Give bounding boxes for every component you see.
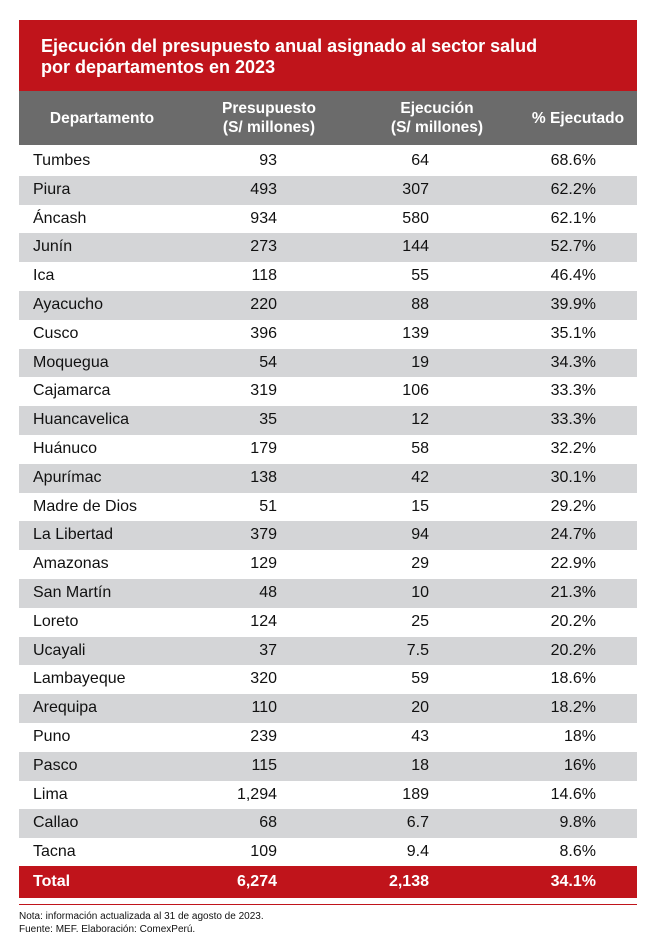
cell-ejecucion: 42 bbox=[411, 468, 429, 486]
cell-porcentaje: 22.9% bbox=[550, 555, 596, 573]
table-row bbox=[19, 694, 637, 723]
cell-departamento: Ayacucho bbox=[33, 295, 103, 313]
cell-departamento: Ucayali bbox=[33, 641, 86, 659]
header-porcentaje: % Ejecutado bbox=[531, 109, 625, 127]
cell-departamento: Áncash bbox=[33, 209, 87, 227]
table-row bbox=[19, 781, 637, 810]
cell-presupuesto: 129 bbox=[250, 555, 277, 573]
cell-departamento: Huánuco bbox=[33, 439, 98, 457]
table-row bbox=[19, 493, 637, 522]
cell-porcentaje: 35.1% bbox=[550, 324, 596, 342]
cell-ejecucion: 88 bbox=[411, 295, 429, 313]
cell-porcentaje: 21.3% bbox=[550, 583, 596, 601]
cell-presupuesto: 124 bbox=[250, 612, 277, 630]
cell-porcentaje: 32.2% bbox=[550, 439, 596, 457]
cell-porcentaje: 20.2% bbox=[550, 612, 596, 630]
cell-porcentaje: 24.7% bbox=[550, 526, 596, 544]
cell-ejecucion: 106 bbox=[402, 382, 429, 400]
table-row bbox=[19, 205, 637, 234]
cell-porcentaje: 18% bbox=[563, 727, 596, 745]
cell-porcentaje: 34.3% bbox=[550, 353, 596, 371]
cell-departamento: Apurímac bbox=[33, 468, 102, 486]
cell-ejecucion: 307 bbox=[402, 180, 429, 198]
cell-porcentaje: 18.6% bbox=[550, 670, 596, 688]
cell-departamento: Junín bbox=[33, 238, 73, 256]
cell-porcentaje: 46.4% bbox=[550, 267, 596, 285]
cell-ejecucion: 18 bbox=[411, 756, 429, 774]
title-line: Ejecución del presupuesto anual asignado al sector salud bbox=[41, 36, 538, 56]
table-row bbox=[19, 406, 637, 435]
table-row bbox=[19, 435, 637, 464]
cell-ejecucion: 139 bbox=[402, 324, 429, 342]
cell-porcentaje: 30.1% bbox=[550, 468, 596, 486]
cell-presupuesto: 273 bbox=[250, 238, 277, 256]
cell-departamento: Lima bbox=[33, 785, 68, 803]
cell-presupuesto: 51 bbox=[259, 497, 277, 515]
cell-presupuesto: 179 bbox=[250, 439, 277, 457]
total-presupuesto: 6,274 bbox=[236, 873, 277, 890]
cell-presupuesto: 138 bbox=[250, 468, 277, 486]
table-row bbox=[19, 320, 637, 349]
cell-departamento: Amazonas bbox=[33, 555, 109, 573]
cell-porcentaje: 52.7% bbox=[550, 238, 596, 256]
header-presupuesto-line1: Presupuesto bbox=[222, 100, 316, 117]
cell-ejecucion: 29 bbox=[411, 555, 429, 573]
table-row bbox=[19, 723, 637, 752]
cell-presupuesto: 1,294 bbox=[236, 785, 277, 803]
cell-porcentaje: 62.2% bbox=[550, 180, 596, 198]
table-row bbox=[19, 349, 637, 378]
table-row bbox=[19, 521, 637, 550]
cell-presupuesto: 115 bbox=[251, 756, 277, 774]
table-row bbox=[19, 550, 637, 579]
cell-porcentaje: 18.2% bbox=[550, 699, 596, 717]
cell-ejecucion: 15 bbox=[411, 497, 429, 515]
cell-departamento: Cusco bbox=[33, 324, 79, 342]
cell-porcentaje: 39.9% bbox=[550, 295, 596, 313]
cell-departamento: Ica bbox=[33, 267, 55, 285]
cell-porcentaje: 33.3% bbox=[550, 382, 596, 400]
cell-ejecucion: 20 bbox=[411, 699, 429, 717]
table-row bbox=[19, 608, 637, 637]
source: Fuente: MEF. Elaboración: ComexPerú. bbox=[19, 923, 196, 935]
table-row bbox=[19, 377, 637, 406]
cell-presupuesto: 493 bbox=[250, 180, 277, 198]
cell-ejecucion: 6.7 bbox=[406, 814, 429, 832]
total-label: Total bbox=[33, 873, 71, 890]
cell-ejecucion: 7.5 bbox=[406, 641, 429, 659]
cell-presupuesto: 220 bbox=[250, 295, 277, 313]
cell-departamento: Tacna bbox=[33, 843, 76, 861]
cell-porcentaje: 20.2% bbox=[550, 641, 596, 659]
note: Nota: información actualizada al 31 de agosto de 2023. bbox=[19, 911, 264, 922]
cell-departamento: Cajamarca bbox=[33, 382, 111, 400]
header-presupuesto-line2: (S/ millones) bbox=[222, 119, 316, 136]
table-row bbox=[19, 233, 637, 262]
cell-ejecucion: 580 bbox=[402, 209, 429, 227]
total-porcentaje: 34.1% bbox=[550, 873, 596, 890]
table-title bbox=[19, 20, 637, 91]
cell-departamento: Tumbes bbox=[33, 152, 91, 169]
cell-presupuesto: 35 bbox=[259, 411, 277, 429]
cell-presupuesto: 934 bbox=[250, 209, 277, 227]
cell-presupuesto: 54 bbox=[259, 353, 277, 371]
table-row bbox=[19, 637, 637, 666]
cell-ejecucion: 58 bbox=[411, 439, 429, 457]
header-ejecucion-line2: (S/ millones) bbox=[390, 119, 484, 136]
table-header bbox=[19, 91, 637, 145]
cell-departamento: La Libertad bbox=[33, 526, 114, 544]
cell-departamento: Madre de Dios bbox=[33, 497, 138, 515]
cell-presupuesto: 118 bbox=[251, 267, 277, 285]
table-row bbox=[19, 147, 637, 176]
cell-departamento: Moquegua bbox=[33, 353, 109, 371]
cell-departamento: Huancavelica bbox=[33, 411, 130, 429]
cell-ejecucion: 64 bbox=[411, 152, 429, 169]
cell-departamento: San Martín bbox=[33, 583, 112, 601]
cell-ejecucion: 189 bbox=[402, 785, 429, 803]
cell-ejecucion: 9.4 bbox=[406, 843, 429, 861]
cell-ejecucion: 59 bbox=[411, 670, 429, 688]
footnotes bbox=[19, 911, 264, 936]
table-row bbox=[19, 752, 637, 781]
table-row bbox=[19, 291, 637, 320]
cell-departamento: Pasco bbox=[33, 756, 78, 774]
table-body bbox=[19, 147, 637, 867]
table-row bbox=[19, 579, 637, 608]
cell-departamento: Loreto bbox=[33, 612, 79, 630]
cell-porcentaje: 62.1% bbox=[550, 209, 596, 227]
cell-porcentaje: 33.3% bbox=[550, 411, 596, 429]
cell-porcentaje: 14.6% bbox=[550, 785, 596, 803]
cell-departamento: Lambayeque bbox=[33, 670, 126, 688]
cell-departamento: Callao bbox=[33, 814, 79, 832]
total-ejecucion: 2,138 bbox=[388, 873, 429, 890]
cell-ejecucion: 94 bbox=[411, 526, 429, 544]
cell-presupuesto: 48 bbox=[259, 583, 277, 601]
cell-porcentaje: 9.8% bbox=[559, 814, 596, 832]
cell-presupuesto: 93 bbox=[259, 152, 277, 169]
cell-presupuesto: 68 bbox=[259, 814, 277, 832]
table-row bbox=[19, 809, 637, 838]
table-row bbox=[19, 838, 637, 867]
title-line: por departamentos en 2023 bbox=[41, 57, 276, 77]
cell-ejecucion: 12 bbox=[411, 411, 429, 429]
cell-presupuesto: 319 bbox=[250, 382, 277, 400]
cell-ejecucion: 43 bbox=[411, 727, 429, 745]
table-row bbox=[19, 464, 637, 493]
header-departamento: Departamento bbox=[49, 109, 155, 127]
cell-porcentaje: 8.6% bbox=[559, 843, 596, 861]
cell-departamento: Piura bbox=[33, 180, 71, 198]
cell-departamento: Arequipa bbox=[33, 699, 98, 717]
cell-porcentaje: 68.6% bbox=[550, 152, 596, 169]
cell-presupuesto: 379 bbox=[250, 526, 277, 544]
cell-presupuesto: 109 bbox=[250, 843, 277, 861]
header-ejecucion-line1: Ejecución bbox=[400, 100, 474, 117]
table-row bbox=[19, 176, 637, 205]
cell-presupuesto: 37 bbox=[259, 641, 277, 659]
header-presupuesto bbox=[197, 91, 341, 145]
cell-porcentaje: 16% bbox=[563, 756, 596, 774]
cell-ejecucion: 19 bbox=[411, 353, 429, 371]
header-ejecucion bbox=[359, 91, 515, 145]
table-row bbox=[19, 665, 637, 694]
table-row bbox=[19, 262, 637, 291]
cell-departamento: Puno bbox=[33, 727, 71, 745]
cell-presupuesto: 320 bbox=[250, 670, 277, 688]
cell-presupuesto: 396 bbox=[250, 324, 277, 342]
total-row bbox=[19, 866, 637, 898]
cell-ejecucion: 25 bbox=[411, 612, 429, 630]
cell-porcentaje: 29.2% bbox=[550, 497, 596, 515]
cell-ejecucion: 10 bbox=[411, 583, 429, 601]
cell-presupuesto: 239 bbox=[250, 727, 277, 745]
divider bbox=[19, 904, 637, 905]
cell-presupuesto: 110 bbox=[251, 699, 277, 717]
cell-ejecucion: 144 bbox=[402, 238, 429, 256]
cell-ejecucion: 55 bbox=[411, 267, 429, 285]
